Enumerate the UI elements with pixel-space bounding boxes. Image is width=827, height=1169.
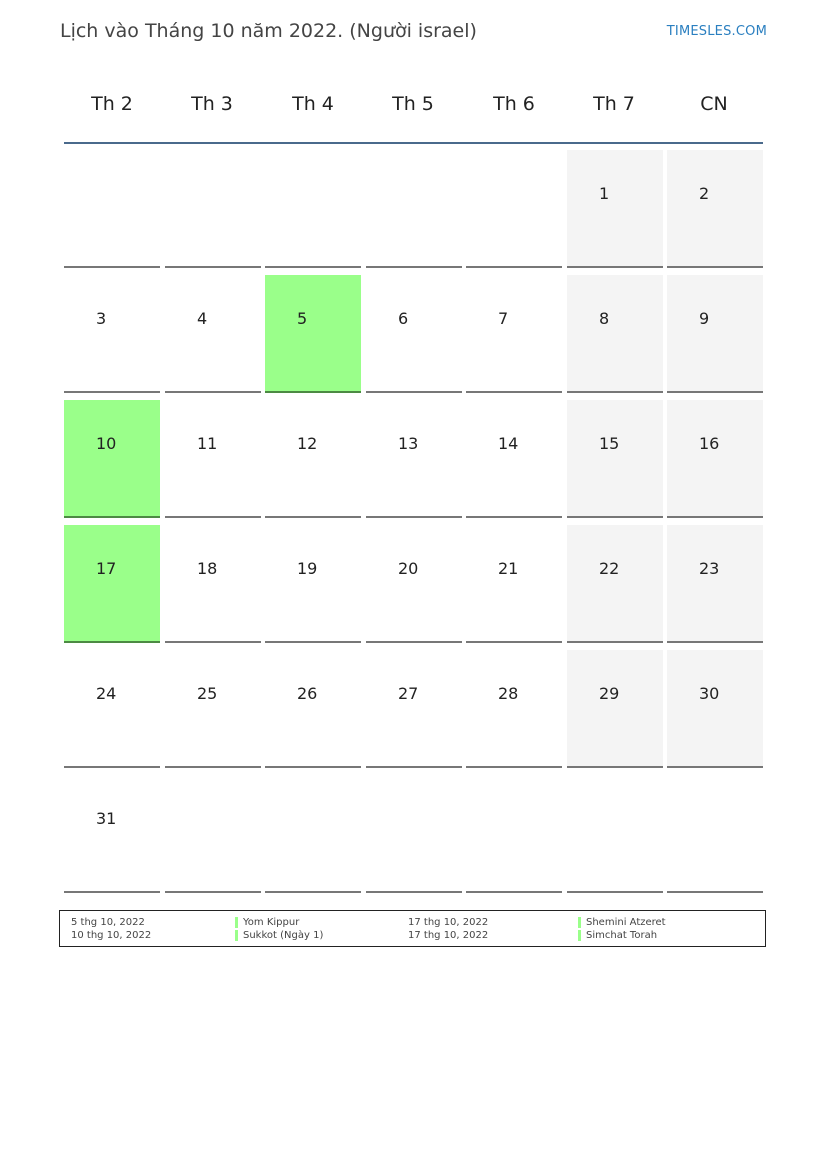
day-number: 1 xyxy=(599,184,610,203)
day-number: 25 xyxy=(197,684,218,703)
day-number: 9 xyxy=(699,309,710,328)
empty-day-cell xyxy=(567,775,663,893)
holiday-legend xyxy=(59,910,766,947)
legend-date: 10 thg 10, 2022 xyxy=(71,930,152,941)
legend-date: 17 thg 10, 2022 xyxy=(408,917,489,928)
day-number: 27 xyxy=(398,684,419,703)
empty-day-cell xyxy=(64,150,160,268)
day-number: 10 xyxy=(96,434,117,453)
empty-day-cell xyxy=(165,150,261,268)
day-number: 11 xyxy=(197,434,218,453)
day-cell[interactable] xyxy=(64,275,160,393)
day-number: 2 xyxy=(699,184,710,203)
day-number: 8 xyxy=(599,309,610,328)
day-cell[interactable] xyxy=(64,775,160,893)
day-cell[interactable] xyxy=(64,400,160,518)
weekday-tue: Th 3 xyxy=(191,93,233,115)
empty-day-cell xyxy=(265,775,361,893)
empty-day-cell xyxy=(466,775,562,893)
weekday-header xyxy=(62,82,766,126)
weekday-sat: Th 7 xyxy=(593,93,635,115)
day-number: 31 xyxy=(96,809,117,828)
day-number: 28 xyxy=(498,684,519,703)
empty-day-cell xyxy=(667,775,763,893)
weekday-thu: Th 5 xyxy=(392,93,434,115)
day-number: 20 xyxy=(398,559,419,578)
day-cell[interactable] xyxy=(567,275,663,393)
empty-day-cell xyxy=(265,150,361,268)
legend-color-swatch xyxy=(578,930,581,941)
day-cell[interactable] xyxy=(64,525,160,643)
day-number: 15 xyxy=(599,434,620,453)
legend-holiday-name: Shemini Atzeret xyxy=(586,917,666,928)
day-number: 4 xyxy=(197,309,208,328)
day-number: 26 xyxy=(297,684,318,703)
day-cell[interactable] xyxy=(366,400,462,518)
day-cell[interactable] xyxy=(366,275,462,393)
day-cell[interactable] xyxy=(165,400,261,518)
legend-date: 5 thg 10, 2022 xyxy=(71,917,145,928)
day-number: 19 xyxy=(297,559,318,578)
legend-holiday-name: Yom Kippur xyxy=(243,917,300,928)
day-cell[interactable] xyxy=(667,525,763,643)
weekday-wed: Th 4 xyxy=(292,93,334,115)
weekday-fri: Th 6 xyxy=(493,93,535,115)
day-number: 17 xyxy=(96,559,117,578)
day-number: 22 xyxy=(599,559,620,578)
weekday-sun: CN xyxy=(700,93,728,115)
day-cell[interactable] xyxy=(165,525,261,643)
day-cell[interactable] xyxy=(265,400,361,518)
day-number: 14 xyxy=(498,434,519,453)
day-cell[interactable] xyxy=(265,275,361,393)
day-cell[interactable] xyxy=(165,650,261,768)
day-number: 5 xyxy=(297,309,308,328)
day-cell[interactable] xyxy=(567,525,663,643)
legend-color-swatch xyxy=(235,917,238,928)
day-number: 30 xyxy=(699,684,720,703)
empty-day-cell xyxy=(165,775,261,893)
day-number: 3 xyxy=(96,309,107,328)
day-number: 6 xyxy=(398,309,409,328)
legend-color-swatch xyxy=(235,930,238,941)
day-cell[interactable] xyxy=(667,275,763,393)
day-cell[interactable] xyxy=(466,525,562,643)
day-cell[interactable] xyxy=(466,275,562,393)
day-number: 23 xyxy=(699,559,720,578)
day-number: 13 xyxy=(398,434,419,453)
day-number: 24 xyxy=(96,684,117,703)
page-title: Lịch vào Tháng 10 năm 2022. (Người israel) xyxy=(60,20,477,42)
day-cell[interactable] xyxy=(567,650,663,768)
day-number: 16 xyxy=(699,434,720,453)
day-cell[interactable] xyxy=(366,650,462,768)
day-number: 12 xyxy=(297,434,318,453)
legend-date: 17 thg 10, 2022 xyxy=(408,930,489,941)
day-cell[interactable] xyxy=(366,525,462,643)
day-cell[interactable] xyxy=(667,650,763,768)
day-number: 29 xyxy=(599,684,620,703)
brand-link[interactable]: TIMESLES.COM xyxy=(666,24,767,39)
empty-day-cell xyxy=(366,775,462,893)
weekday-mon: Th 2 xyxy=(91,93,133,115)
day-cell[interactable] xyxy=(466,650,562,768)
empty-day-cell xyxy=(466,150,562,268)
day-cell[interactable] xyxy=(165,275,261,393)
legend-holiday-name: Sukkot (Ngày 1) xyxy=(243,930,324,941)
empty-day-cell xyxy=(366,150,462,268)
day-cell[interactable] xyxy=(567,150,663,268)
day-number: 18 xyxy=(197,559,218,578)
day-number: 7 xyxy=(498,309,509,328)
day-cell[interactable] xyxy=(64,650,160,768)
legend-color-swatch xyxy=(578,917,581,928)
legend-holiday-name: Simchat Torah xyxy=(586,930,658,941)
day-cell[interactable] xyxy=(667,400,763,518)
day-cell[interactable] xyxy=(265,525,361,643)
day-cell[interactable] xyxy=(265,650,361,768)
day-number: 21 xyxy=(498,559,519,578)
day-cell[interactable] xyxy=(466,400,562,518)
header-divider xyxy=(64,142,763,144)
day-cell[interactable] xyxy=(567,400,663,518)
day-cell[interactable] xyxy=(667,150,763,268)
